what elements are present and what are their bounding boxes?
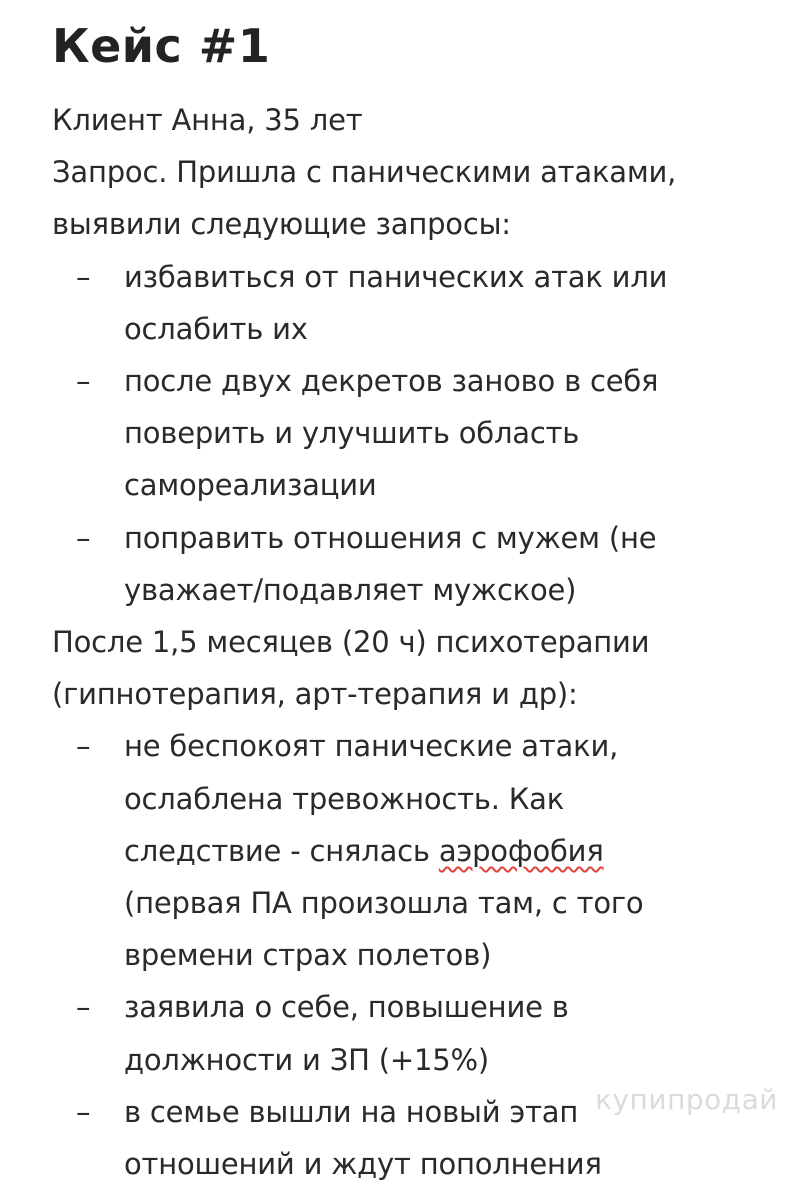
results-list	[52, 720, 772, 1190]
list-item: – в семье вышли на новый этап отношений и ждут пополнения	[52, 1086, 772, 1190]
list-item: – поправить отношения с мужем (не уважает/подавляет мужское)	[52, 512, 772, 616]
list-item: – заявила о себе, повышение в должности и ЗП (+15%)	[52, 981, 772, 1085]
client-line: Клиент Анна, 35 лет	[52, 103, 363, 137]
watermark: купипродай	[595, 1083, 778, 1116]
dash-bullet: –	[76, 364, 91, 399]
dash-bullet: –	[76, 729, 91, 764]
dash-bullet: –	[76, 990, 91, 1025]
dash-bullet: –	[76, 259, 91, 294]
dash-bullet: –	[76, 520, 91, 555]
list-item: – избавиться от панических атак или ослабить их	[52, 251, 772, 355]
case-title: Кейс #1	[52, 19, 271, 73]
spellcheck-underlined-word: аэрофобия	[438, 833, 604, 868]
list-item: – после двух декретов заново в себя поверить и улучшить область самореализации	[52, 355, 772, 512]
results-intro: После 1,5 месяцев (20 ч) психотерапии (гипнотерапия, арт-терапия и др):	[52, 625, 650, 712]
request-intro: Запрос. Пришла с паническими атаками, выявили следующие запросы:	[52, 155, 677, 242]
case-body	[52, 94, 772, 1190]
dash-bullet: –	[76, 1094, 91, 1129]
list-item: – не беспокоят панические атаки, ослаблена тревожность. Как следствие - снялась аэрофобия (первая ПА произошла там, с того времени страх полетов)	[52, 720, 772, 981]
requests-list	[52, 251, 772, 616]
